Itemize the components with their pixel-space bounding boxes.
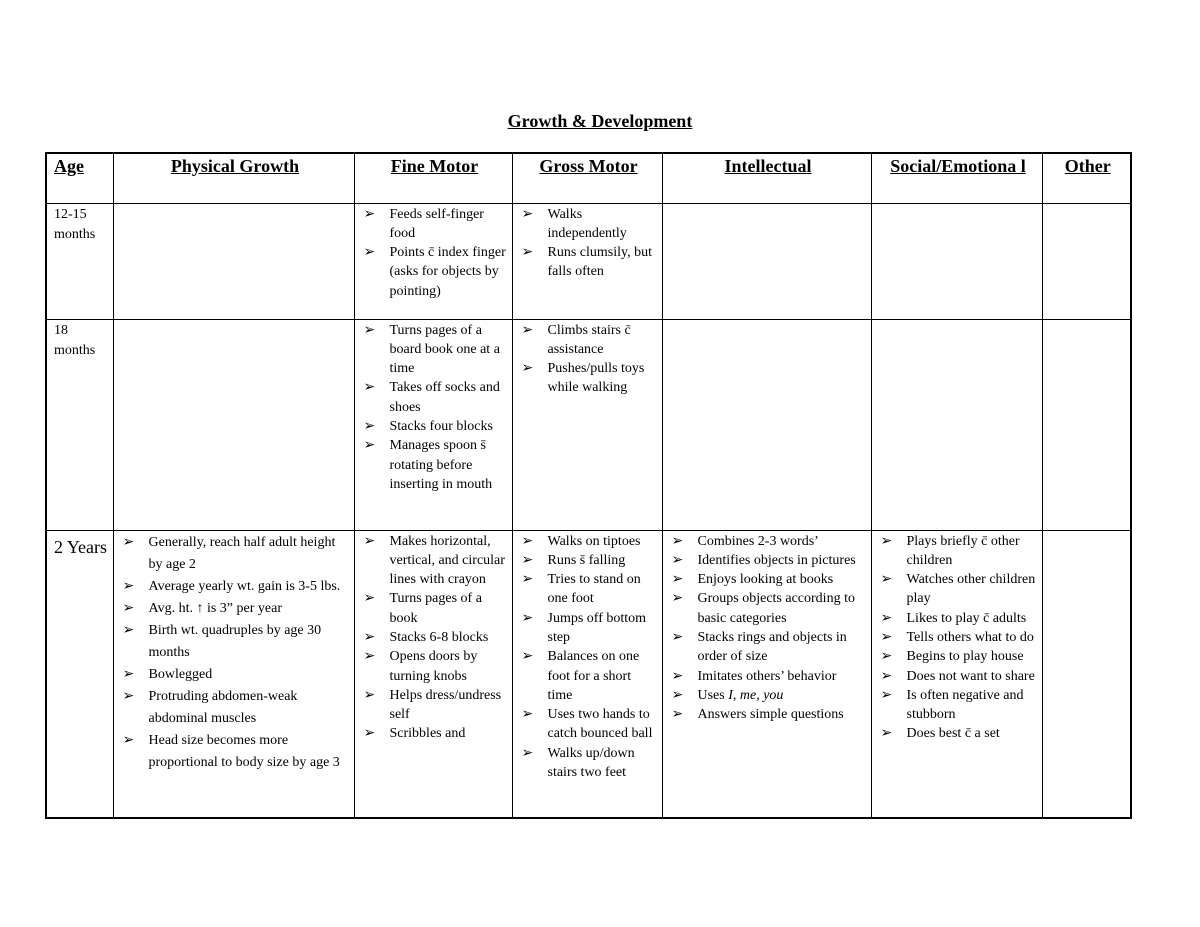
list-item-text: Is often negative and stubborn <box>906 687 1024 723</box>
list-item <box>879 724 1038 743</box>
list-item-text: Bowlegged <box>148 666 213 682</box>
list-item-text: Balances on one foot for a short time <box>547 649 640 703</box>
arrowhead-bullet-icon: ➢ <box>521 610 534 626</box>
list-item <box>879 667 1038 686</box>
arrowhead-bullet-icon: ➢ <box>880 533 893 549</box>
bullet-list <box>520 532 658 783</box>
list-item <box>520 359 658 398</box>
list-item-text: Plays briefly c̄ other children <box>906 533 1020 568</box>
list-item <box>362 205 508 244</box>
age-cell: 2 Years <box>46 530 113 818</box>
list-item-text: Does best c̄ a set <box>906 726 1000 742</box>
arrowhead-bullet-icon: ➢ <box>880 668 893 684</box>
gross-motor-cell <box>512 530 662 818</box>
list-item <box>879 570 1038 609</box>
social-emotional-cell <box>871 319 1042 530</box>
arrowhead-bullet-icon: ➢ <box>363 649 376 665</box>
list-item-text: Identifies objects in pictures <box>697 552 856 568</box>
list-item-text: Runs clumsily, but falls often <box>547 245 652 280</box>
arrowhead-bullet-icon: ➢ <box>363 418 376 434</box>
page-title: Growth & Development <box>507 111 693 131</box>
bullet-list <box>362 321 508 495</box>
list-item <box>520 705 658 744</box>
header-physical-growth: Physical Growth <box>113 153 354 203</box>
list-item <box>670 628 867 667</box>
arrowhead-bullet-icon: ➢ <box>521 322 534 338</box>
list-item-text: Feeds self-finger food <box>389 206 484 241</box>
list-item-text: Uses two hands to catch bounced ball <box>547 707 653 742</box>
list-item-text: Watches other children play <box>906 572 1036 607</box>
arrowhead-bullet-icon: ➢ <box>671 591 684 607</box>
list-item <box>670 667 867 686</box>
list-item-text: Protruding abdomen-weak abdominal muscles <box>148 688 298 726</box>
list-item <box>520 647 658 705</box>
social-emotional-cell <box>871 530 1042 818</box>
arrowhead-bullet-icon: ➢ <box>122 666 135 682</box>
intellectual-cell <box>662 530 871 818</box>
list-item <box>879 609 1038 628</box>
list-item <box>121 598 350 620</box>
list-item <box>520 205 658 244</box>
arrowhead-bullet-icon: ➢ <box>122 534 135 550</box>
list-item-text: Pushes/pulls toys while walking <box>547 361 645 396</box>
list-item-text: Turns pages of a board book one at a time <box>389 322 500 377</box>
list-item <box>121 664 350 686</box>
arrowhead-bullet-icon: ➢ <box>521 245 534 261</box>
fine-motor-cell <box>354 319 512 530</box>
list-item-text: Tries to stand on one foot <box>547 572 641 607</box>
list-item-text: Walks up/down stairs two feet <box>547 745 635 781</box>
bullet-list <box>121 532 350 774</box>
list-item <box>520 321 658 360</box>
header-age: Age <box>46 153 113 203</box>
bullet-list <box>362 532 508 744</box>
arrowhead-bullet-icon: ➢ <box>122 600 135 616</box>
arrowhead-bullet-icon: ➢ <box>363 322 376 338</box>
bullet-list <box>520 205 658 282</box>
list-item <box>670 532 867 551</box>
arrowhead-bullet-icon: ➢ <box>880 572 893 588</box>
arrowhead-bullet-icon: ➢ <box>363 687 376 703</box>
arrowhead-bullet-icon: ➢ <box>880 649 893 665</box>
list-item <box>121 620 350 664</box>
other-cell <box>1042 319 1131 530</box>
list-item <box>670 686 867 705</box>
list-item <box>879 532 1038 571</box>
physical-growth-cell <box>113 319 354 530</box>
arrowhead-bullet-icon: ➢ <box>363 533 376 549</box>
list-item-text: Opens doors by turning knobs <box>389 649 478 684</box>
list-item <box>362 417 508 436</box>
fine-motor-cell <box>354 203 512 319</box>
list-item <box>362 321 508 379</box>
gross-motor-cell <box>512 203 662 319</box>
list-item <box>670 589 867 628</box>
arrowhead-bullet-icon: ➢ <box>880 610 893 626</box>
list-item <box>670 570 867 589</box>
list-item-text: Runs s̄ falling <box>547 552 626 568</box>
arrowhead-bullet-icon: ➢ <box>363 380 376 396</box>
list-item <box>362 243 508 301</box>
list-item-text: Uses I, me, you <box>697 687 784 703</box>
list-item-text: Takes off socks and shoes <box>389 380 500 415</box>
list-item-text: Jumps off bottom step <box>547 610 647 645</box>
list-item-text: Turns pages of a book <box>389 591 482 626</box>
list-item <box>520 532 658 551</box>
list-item-text: Generally, reach half adult height by age 2 <box>148 534 336 572</box>
fine-motor-cell <box>354 530 512 818</box>
list-item <box>362 436 508 494</box>
bullet-list <box>362 205 508 301</box>
arrowhead-bullet-icon: ➢ <box>671 687 684 703</box>
arrowhead-bullet-icon: ➢ <box>521 572 534 588</box>
list-item <box>121 532 350 576</box>
arrowhead-bullet-icon: ➢ <box>521 649 534 665</box>
list-item <box>362 647 508 686</box>
arrowhead-bullet-icon: ➢ <box>671 552 684 568</box>
gross-motor-cell <box>512 319 662 530</box>
arrowhead-bullet-icon: ➢ <box>122 688 135 704</box>
list-item-text: Makes horizontal, vertical, and circular lines with crayon <box>389 533 505 588</box>
arrowhead-bullet-icon: ➢ <box>122 622 135 638</box>
list-item-text: Climbs stairs c̄ assistance <box>547 322 631 357</box>
list-item <box>362 589 508 628</box>
list-item-text: Walks on tiptoes <box>547 533 641 549</box>
arrowhead-bullet-icon: ➢ <box>363 591 376 607</box>
arrowhead-bullet-icon: ➢ <box>521 361 534 377</box>
arrowhead-bullet-icon: ➢ <box>880 726 893 742</box>
arrowhead-bullet-icon: ➢ <box>363 206 376 222</box>
other-cell <box>1042 203 1131 319</box>
list-item-text: Likes to play c̄ adults <box>906 610 1027 626</box>
arrowhead-bullet-icon: ➢ <box>521 533 534 549</box>
list-item-text: Points c̄ index finger (asks for objects by pointing) <box>389 245 506 299</box>
table-row <box>46 530 1131 818</box>
table-row <box>46 203 1131 319</box>
list-item <box>121 730 350 774</box>
arrowhead-bullet-icon: ➢ <box>521 745 534 761</box>
bullet-list <box>520 321 658 398</box>
list-item-text: Avg. ht. ↑ is 3” per year <box>148 600 282 616</box>
header-other: Other <box>1042 153 1131 203</box>
bullet-list <box>879 532 1038 744</box>
list-item-text: Stacks 6-8 blocks <box>389 629 489 645</box>
list-item <box>121 576 350 598</box>
list-item <box>670 551 867 570</box>
intellectual-cell <box>662 319 871 530</box>
arrowhead-bullet-icon: ➢ <box>671 668 684 684</box>
arrowhead-bullet-icon: ➢ <box>521 707 534 723</box>
header-gross-motor: Gross Motor <box>512 153 662 203</box>
arrowhead-bullet-icon: ➢ <box>880 687 893 703</box>
list-item <box>362 378 508 417</box>
table-row <box>46 319 1131 530</box>
list-item-text: Answers simple questions <box>697 707 844 723</box>
other-cell <box>1042 530 1131 818</box>
list-item-text: Does not want to share <box>906 668 1035 684</box>
physical-growth-cell <box>113 203 354 319</box>
header-fine-motor: Fine Motor <box>354 153 512 203</box>
list-item-text: Scribbles and <box>389 726 466 742</box>
arrowhead-bullet-icon: ➢ <box>880 629 893 645</box>
arrowhead-bullet-icon: ➢ <box>363 245 376 261</box>
physical-growth-cell <box>113 530 354 818</box>
arrowhead-bullet-icon: ➢ <box>363 726 376 742</box>
arrowhead-bullet-icon: ➢ <box>122 578 135 594</box>
list-item <box>362 724 508 743</box>
arrowhead-bullet-icon: ➢ <box>363 629 376 645</box>
arrowhead-bullet-icon: ➢ <box>671 629 684 645</box>
list-item <box>362 628 508 647</box>
growth-development-table <box>45 152 1132 819</box>
arrowhead-bullet-icon: ➢ <box>521 552 534 568</box>
list-item-text: Stacks four blocks <box>389 418 493 434</box>
list-item-text: Tells others what to do <box>906 629 1034 645</box>
arrowhead-bullet-icon: ➢ <box>122 732 135 748</box>
header-row <box>46 153 1131 203</box>
list-item <box>362 532 508 590</box>
arrowhead-bullet-icon: ➢ <box>671 707 684 723</box>
list-item-text: Begins to play house <box>906 649 1024 665</box>
list-item-text: Enjoys looking at books <box>697 572 834 588</box>
age-cell: 12-15 months <box>46 203 113 319</box>
list-item-text: Birth wt. quadruples by age 30 months <box>148 622 322 660</box>
list-item <box>520 243 658 282</box>
list-item <box>879 647 1038 666</box>
list-item-text: Stacks rings and objects in order of size <box>697 629 847 665</box>
list-item <box>121 686 350 730</box>
list-item <box>520 744 658 783</box>
intellectual-cell <box>662 203 871 319</box>
list-item-text: Imitates others’ behavior <box>697 668 837 684</box>
list-item <box>520 570 658 609</box>
list-item-text: Combines 2-3 words’ <box>697 533 819 549</box>
list-item <box>879 686 1038 725</box>
list-item-text: Manages spoon s̄ rotating before inserting in mouth <box>389 438 493 492</box>
header-social-emotional: Social/Emotiona l <box>871 153 1042 203</box>
list-item-text: Average yearly wt. gain is 3-5 lbs. <box>148 578 341 594</box>
arrowhead-bullet-icon: ➢ <box>363 438 376 454</box>
list-item-text: Helps dress/undress self <box>389 687 502 723</box>
arrowhead-bullet-icon: ➢ <box>671 533 684 549</box>
arrowhead-bullet-icon: ➢ <box>671 572 684 588</box>
list-item <box>879 628 1038 647</box>
list-item <box>362 686 508 725</box>
list-item-text: Walks independently <box>547 206 627 241</box>
age-cell: 18 months <box>46 319 113 530</box>
list-item <box>670 705 867 724</box>
list-item-text: Head size becomes more proportional to body size by age 3 <box>148 732 340 770</box>
list-item <box>520 551 658 570</box>
arrowhead-bullet-icon: ➢ <box>521 206 534 222</box>
bullet-list <box>670 532 867 725</box>
social-emotional-cell <box>871 203 1042 319</box>
list-item-text: Groups objects according to basic categories <box>697 591 855 626</box>
list-item <box>520 609 658 648</box>
header-intellectual: Intellectual <box>662 153 871 203</box>
